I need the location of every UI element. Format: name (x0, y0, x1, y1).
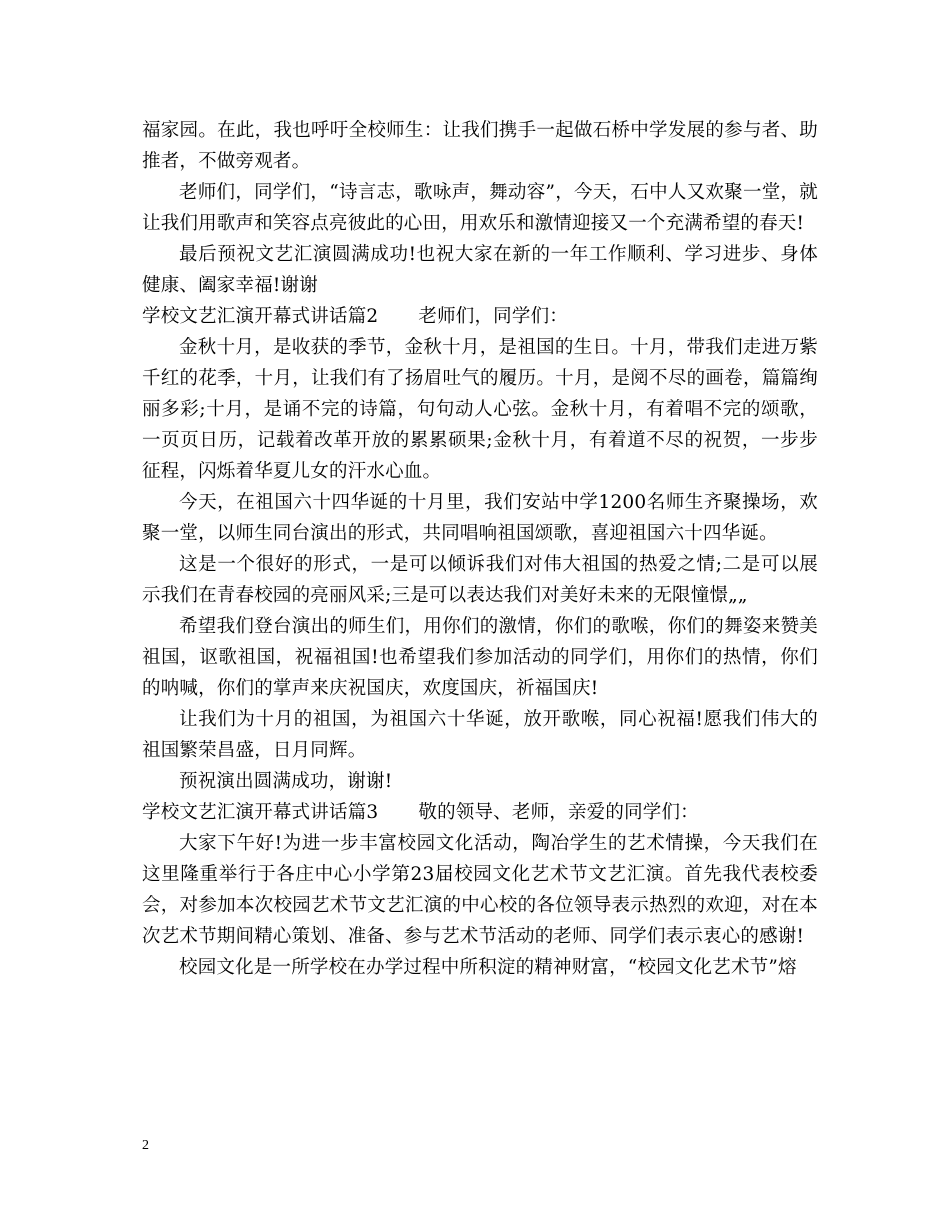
paragraph: 最后预祝文艺汇演圆满成功!也祝大家在新的一年工作顺利、学习进步、身体健康、阖家幸福!谢谢 (142, 244, 818, 296)
section-title: 学校文艺汇演开幕式讲话篇3 (142, 802, 379, 823)
document-body (142, 115, 818, 983)
paragraph: 预祝演出圆满成功，谢谢! (179, 771, 393, 792)
section-greeting: 老师们，同学们： (418, 306, 568, 327)
paragraph-continuation: 福家园。在此，我也呼吁全校师生：让我们携手一起做石桥中学发展的参与者、助推者，不做旁观者。 (142, 120, 818, 172)
paragraph: 希望我们登台演出的师生们，用你们的激情，你们的歌喉，你们的舞姿来赞美祖国，讴歌祖国，祝福祖国!也希望我们参加活动的同学们，用你们的热情，你们的呐喊，你们的掌声来庆祝国庆，欢度国庆，祈福国庆! (142, 616, 818, 699)
section-heading (142, 301, 818, 332)
page-number: 2 (142, 1138, 149, 1153)
paragraph: 老师们，同学们，“诗言志，歌咏声，舞动容”，今天，石中人又欢聚一堂，就让我们用歌声和笑容点亮彼此的心田，用欢乐和激情迎接又一个充满希望的春天! (142, 182, 818, 234)
paragraph: 这是一个很好的形式，一是可以倾诉我们对伟大祖国的热爱之情;二是可以展示我们在青春校园的亮丽风采;三是可以表达我们对美好未来的无限憧憬„„ (142, 554, 818, 606)
section-greeting: 敬的领导、老师，亲爱的同学们： (418, 802, 699, 823)
paragraph: 大家下午好!为进一步丰富校园文化活动，陶冶学生的艺术情操，今天我们在这里隆重举行于各庄中心小学第23届校园文化艺术节文艺汇演。首先我代表校委会，对参加本次校园艺术节文艺汇演的中心校的各位领导表示热烈的欢迎，对在本次艺术节期间精心策划、准备、参与艺术节活动的老师、同学们表示衷心的感谢! (142, 833, 818, 947)
paragraph: 让我们为十月的祖国，为祖国六十华诞，放开歌喉，同心祝福!愿我们伟大的祖国繁荣昌盛，日月同辉。 (142, 709, 818, 761)
paragraph: 今天，在祖国六十四华诞的十月里，我们安站中学1200名师生齐聚操场，欢聚一堂，以师生同台演出的形式，共同唱响祖国颂歌，喜迎祖国六十四华诞。 (142, 492, 818, 544)
paragraph: 校园文化是一所学校在办学过程中所积淀的精神财富，“校园文化艺术节”熔 (179, 957, 797, 978)
section-heading (142, 797, 818, 828)
section-title: 学校文艺汇演开幕式讲话篇2 (142, 306, 379, 327)
paragraph: 金秋十月，是收获的季节，金秋十月，是祖国的生日。十月，带我们走进万紫千红的花季，十月，让我们有了扬眉吐气的履历。十月，是阅不尽的画卷，篇篇绚丽多彩;十月，是诵不完的诗篇，句句动人心弦。金秋十月，有着唱不完的颂歌，一页页日历，记载着改革开放的累累硕果;金秋十月，有着道不尽的祝贺，一步步征程，闪烁着华夏儿女的汗水心血。 (142, 337, 818, 482)
